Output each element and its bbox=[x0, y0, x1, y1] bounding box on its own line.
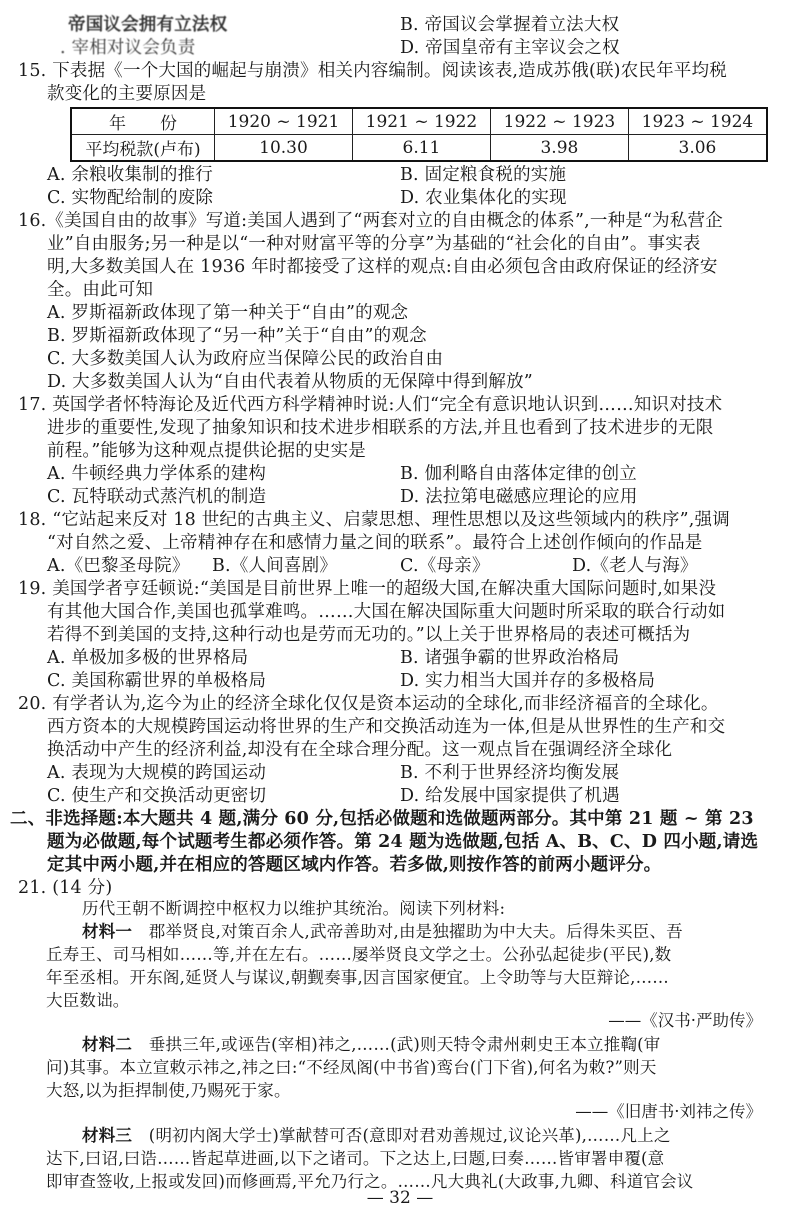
q17-option-d: D. 法拉第电磁感应理论的应用 bbox=[400, 487, 638, 507]
table-cell: 1921 ~ 1922 bbox=[352, 108, 490, 135]
table-cell: 1920 ~ 1921 bbox=[215, 108, 353, 135]
q16-stem-line1: 16.《美国自由的故事》写道:美国人遇到了“两套对立的自由概念的体系”,一种是“为私营企 bbox=[18, 211, 723, 231]
section2-line3: 定其中两小题,并在相应的答题区域内作答。若多做,则按作答的前两小题评分。 bbox=[47, 855, 662, 875]
q16-stem-line2: 业”自由服务;另一种是以“一种对财富平等的分享”为基础的“社会化的自由”。事实表 bbox=[47, 234, 701, 254]
q16-option-b: B. 罗斯福新政体现了“另一种”关于“自由”的观念 bbox=[47, 326, 427, 346]
material3-line2: 达下,曰诏,曰诰……皆起草进画,以下之诸司。下之达上,曰题,曰奏……皆审署申覆(意 bbox=[46, 1149, 665, 1168]
material3-line3: 即审查签收,上报或发回)而修画焉,平允乃行之。……凡大典礼(大政事,九卿、科道官会议 bbox=[46, 1172, 694, 1191]
q17-option-c: C. 瓦特联动式蒸汽机的制造 bbox=[47, 487, 267, 507]
q20-option-a: A. 表现为大规模的跨国运动 bbox=[47, 763, 267, 783]
q18-option-c: C.《母亲》 bbox=[400, 556, 490, 576]
material2-line1: 垂拱三年,或诬告(宰相)祎之,……(武)则天特令肃州刺史王本立推鞫(审 bbox=[132, 1035, 661, 1054]
q15-stem-line1: 15. 下表据《一个大国的崛起与崩溃》相关内容编制。阅读该表,造成苏俄(联)农民年平均税 bbox=[18, 61, 727, 81]
material1-source: ——《汉书·严助传》 bbox=[608, 1011, 762, 1030]
q15-option-b: B. 固定粮食税的实施 bbox=[400, 165, 567, 185]
material2-label: 材料二 bbox=[82, 1035, 133, 1054]
table-cell: 1923 ~ 1924 bbox=[628, 108, 767, 135]
q14-option-d: D. 帝国皇帝有主宰议会之权 bbox=[400, 38, 620, 58]
q15-option-a: A. 余粮收集制的推行 bbox=[47, 165, 213, 185]
material1-line3: 年至丞相。开东阁,延贤人与谋议,朝觐奏事,因言国家便宜。上令助等与大臣辩论,…… bbox=[46, 968, 669, 987]
q19-stem-line3: 若得不到美国的支持,这种行动也是劳而无功的。”以上关于世界格局的表述可概括为 bbox=[47, 625, 691, 645]
q17-stem-line1: 17. 英国学者怀特海论及近代西方科学精神时说:人们“完全有意识地认识到……知识对技术 bbox=[18, 395, 723, 415]
q19-option-c: C. 美国称霸世界的单极格局 bbox=[47, 671, 267, 691]
q21-header: 21. (14 分) bbox=[18, 878, 113, 898]
q17-stem-line2: 进步的重要性,发现了抽象知识和技术进步相联系的方法,并且也看到了技术进步的无限 bbox=[47, 418, 714, 438]
material1-line2: 丘寿王、司马相如……等,并在左右。……屡举贤良文学之士。公孙弘起徒步(平民),数 bbox=[46, 945, 672, 964]
material3-first-line bbox=[82, 1125, 671, 1147]
table-row bbox=[71, 135, 767, 162]
q17-option-b: B. 伽利略自由落体定律的创立 bbox=[400, 464, 637, 484]
q16-stem-line4: 全。由此可知 bbox=[47, 280, 154, 300]
material1-label: 材料一 bbox=[82, 922, 133, 941]
q19-option-d: D. 实力相当大国并存的多极格局 bbox=[400, 671, 656, 691]
table-cell: 平均税款(卢布) bbox=[71, 135, 215, 162]
material2-first-line bbox=[82, 1034, 661, 1056]
q18-option-b: B.《人间喜剧》 bbox=[212, 556, 338, 576]
page-number: — 32 — bbox=[366, 1188, 434, 1208]
q20-stem-line2: 西方资本的大规模跨国运动将世界的生产和交换活动连为一体,但是从世界性的生产和交 bbox=[47, 717, 726, 737]
table-cell: 3.06 bbox=[628, 135, 767, 162]
q15-option-d: D. 农业集体化的实现 bbox=[400, 188, 567, 208]
q19-stem-line2: 有其他大国合作,美国也孤掌难鸣。……大国在解决国际重大问题时所采取的联合行动如 bbox=[47, 602, 726, 622]
section2-line1: 二、非选择题:本大题共 4 题,满分 60 分,包括必做题和选做题两部分。其中第 21 题 ~ 第 23 bbox=[10, 809, 754, 829]
table-cell: 年 份 bbox=[71, 108, 215, 135]
table-cell: 10.30 bbox=[215, 135, 353, 162]
q18-stem-line2: “对自然之爱、上帝精神存在和感情力量之间的联系”。最符合上述创作倾向的作品是 bbox=[47, 533, 703, 553]
q17-stem-line3: 前程。”能够为这种观点提供论据的史实是 bbox=[47, 441, 366, 461]
material1-first-line bbox=[82, 921, 683, 943]
q20-option-d: D. 给发展中国家提供了机遇 bbox=[400, 786, 620, 806]
q15-option-c: C. 实物配给制的废除 bbox=[47, 188, 214, 208]
material2-line3: 大怒,以为拒捍制使,乃赐死于家。 bbox=[46, 1081, 291, 1100]
material1-line1: 郡举贤良,对策百余人,武帝善助对,由是独擢助为中大夫。后得朱买臣、吾 bbox=[132, 922, 683, 941]
material3-line1: (明初内阁大学士)掌献替可否(意即对君劝善规过,议论兴革),……凡上之 bbox=[132, 1126, 671, 1145]
q16-stem-line3: 明,大多数美国人在 1936 年时都接受了这样的观点:自由必须包含由政府保证的经济安 bbox=[47, 257, 718, 277]
q16-option-c: C. 大多数美国人认为政府应当保障公民的政治自由 bbox=[47, 349, 444, 369]
q18-option-a: A.《巴黎圣母院》 bbox=[47, 556, 190, 576]
section2-line2: 题为必做题,每个试题考生都必须作答。第 24 题为选做题,包括 A、B、C、D 四小题,请选 bbox=[47, 832, 759, 852]
q14-option-c-garbled: . 宰相对议会负责 bbox=[60, 38, 196, 58]
q16-option-a: A. 罗斯福新政体现了第一种关于“自由”的观念 bbox=[47, 303, 409, 323]
q14-option-a-garbled: 帝国议会拥有立法权 bbox=[68, 15, 228, 35]
table-row-header bbox=[71, 108, 767, 135]
material2-line2: 问)其事。本立宣敕示祎之,祎之曰:“不经凤阁(中书省)鸾台(门下省),何名为敕?”则天 bbox=[46, 1058, 657, 1077]
q18-option-d: D.《老人与海》 bbox=[572, 556, 698, 576]
q15-stem-line2: 款变化的主要原因是 bbox=[47, 84, 207, 104]
material2-source: ——《旧唐书·刘祎之传》 bbox=[575, 1102, 762, 1121]
q17-option-a: A. 牛顿经典力学体系的建构 bbox=[47, 464, 267, 484]
q20-stem-line3: 换活动中产生的经济利益,却没有在全球合理分配。这一观点旨在强调经济全球化 bbox=[47, 740, 673, 760]
table-cell: 6.11 bbox=[352, 135, 490, 162]
table-cell: 3.98 bbox=[490, 135, 628, 162]
q20-option-c: C. 使生产和交换活动更密切 bbox=[47, 786, 267, 806]
q16-option-d: D. 大多数美国人认为“自由代表着从物质的无保障中得到解放” bbox=[47, 372, 533, 392]
q21-intro: 历代王朝不断调控中枢权力以维护其统治。阅读下列材料: bbox=[82, 899, 506, 918]
q19-option-a: A. 单极加多极的世界格局 bbox=[47, 648, 249, 668]
material3-label: 材料三 bbox=[82, 1126, 133, 1145]
q20-option-b: B. 不利于世界经济均衡发展 bbox=[400, 763, 620, 783]
q20-stem-line1: 20. 有学者认为,迄今为止的经济全球化仅仅是资本运动的全球化,而非经济福音的全球化。 bbox=[18, 694, 719, 714]
q18-stem-line1: 18. “它站起来反对 18 世纪的古典主义、启蒙思想、理性思想以及这些领域内的秩序”,强调 bbox=[18, 510, 730, 530]
tax-table bbox=[70, 107, 768, 162]
q19-stem-line1: 19. 美国学者亨廷顿说:“美国是目前世界上唯一的超级大国,在解决重大国际问题时,如果没 bbox=[18, 579, 717, 599]
q19-option-b: B. 诸强争霸的世界政治格局 bbox=[400, 648, 620, 668]
material1-line4: 大臣数诎。 bbox=[46, 991, 130, 1010]
q14-option-b: B. 帝国议会掌握着立法大权 bbox=[400, 15, 620, 35]
table-cell: 1922 ~ 1923 bbox=[490, 108, 628, 135]
